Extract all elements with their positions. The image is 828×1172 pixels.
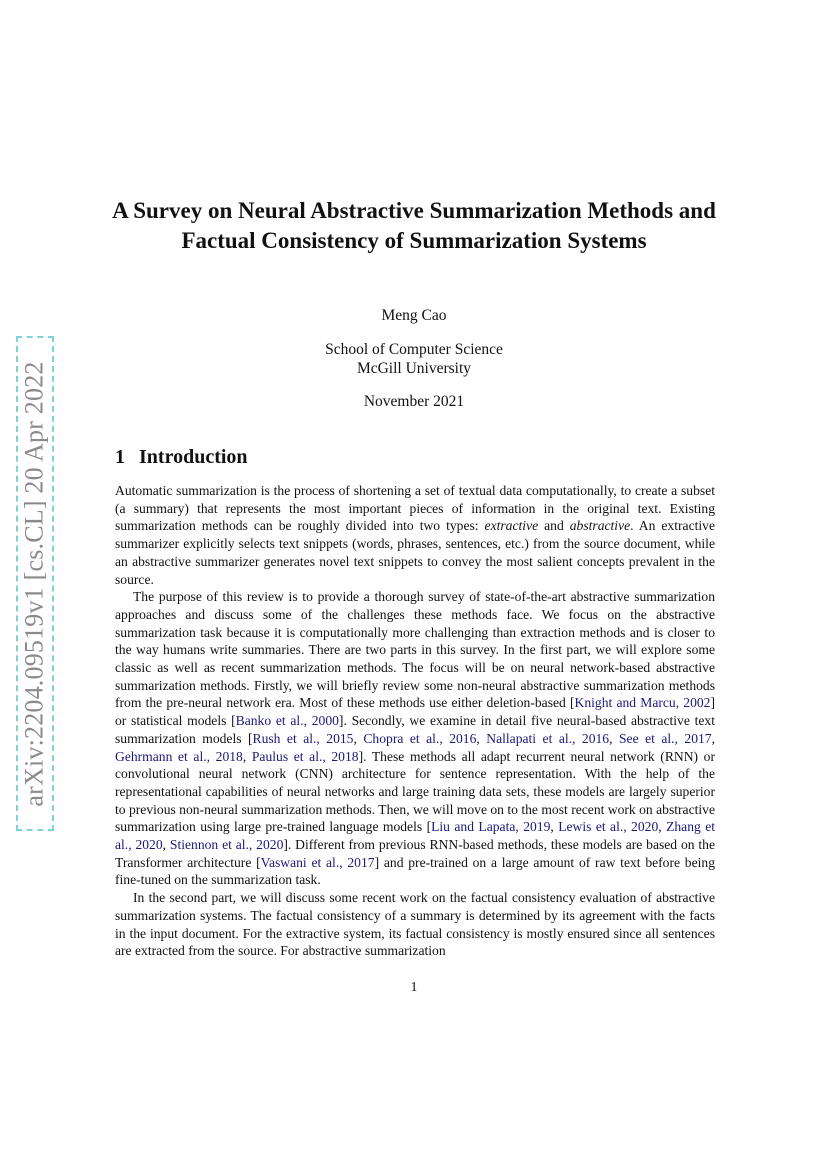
text-span: ]. These methods all adapt recurrent neural network (RNN) or convolutional neural network (CNN) architecture for sentence representation. With the help of the representational capabilities of neural networks and large training data sets, these models are largely superior to previous non-neural summarization methods. Then, we will move on to the most recent work on abstractive summarization using large pre-trained language models [ (115, 748, 715, 835)
paragraph-3: In the second part, we will discuss some recent work on the factual consistency evaluation of abstractive summarization systems. The factual consistency of a summary is determined by its agreement with the facts in the input document. For the extractive system, its factual consistency is mostly ensured since all sentences are extracted from the source. For abstractive summarization (115, 890, 715, 959)
paper-title: A Survey on Neural Abstractive Summarization Methods and Factual Consistency of Summarization Systems (112, 198, 716, 253)
text-span: ]. Different from previous RNN-based methods, these models are based on the Transformer architecture [ (115, 837, 715, 870)
paragraph-2: The purpose of this review is to provide a thorough survey of state-of-the-art abstractive summarization approaches and discuss some of the challenges these methods face. We focus on the abstractive summarization task because it is computationally more challenging than extraction methods and is closer to the way humans write summaries. There are two parts in this survey. In the first part, we will explore some classic as well as recent summarization methods. The focus will be on neural network-based abstractive summarization methods. Firstly, we will briefly review some non-neural abstractive summarization methods from the pre-neural network era. Most of these methods use either deletion-based [Knight and Marcu, 2002] or statistical models [Banko et al., 2000]. Secondly, we examine in detail five neural-based abstractive text summarization models [Rush et al., 2015, Chopra et al., 2016, Nallapati et al., 2016, See et al., 2017, Gehrmann et al., 2018, Paulus et al., 2018]. These methods all adapt recurrent neural network (RNN) or convolutional neural network (CNN) architecture for sentence representation. With the help of the representational capabilities of neural networks and large training data sets, these models are largely superior to previous non-neural summarization methods. Then, we will move on to the most recent work on abstractive summarization using large pre-trained language models [Liu and Lapata, 2019, Lewis et al., 2020, Zhang et al., 2020, Stiennon et al., 2020]. Different from previous RNN-based methods, these models are based on the Transformer architecture [Vaswani et al., 2017] and pre-trained on a large amount of raw text before being fine-tuned on the summarization task. (115, 589, 716, 888)
citation-link[interactable]: See et al., 2017 (618, 730, 712, 746)
citation-link[interactable]: Liu and Lapata, 2019 (431, 819, 551, 835)
section-number: 1 (115, 446, 125, 468)
citation-link[interactable]: Vaswani et al., 2017 (260, 854, 375, 870)
publication-date: November 2021 (363, 393, 465, 410)
paragraph-1 (115, 482, 715, 588)
citation-link[interactable]: Gehrmann et al., 2018 (115, 748, 243, 764)
citation-link[interactable]: Banko et al., 2000 (235, 713, 339, 729)
citation-link[interactable]: Zhang et al., 2020 (115, 819, 716, 853)
text-span: The purpose of this review is to provide a thorough survey of state-of-the-art abstractive summarization approaches and discuss some of the challenges these methods face. We focus on the abstractive summarization task because it is computationally more challenging than extraction methods and is closer to the way humans write summaries. There are two parts in this survey. In the first part, we will explore some classic as well as recent summarization methods. The focus will be on neural network-based abstractive summarization methods. Firstly, we will briefly review some non-neural abstractive summarization methods from the pre-neural network era. Most of these methods use either deletion-based [ (115, 589, 715, 711)
text-span: and (538, 518, 570, 534)
affiliation-university: McGill University (356, 360, 472, 377)
citation-link[interactable]: Chopra et al., 2016 (363, 730, 477, 746)
author-name: Meng Cao (381, 307, 447, 324)
arxiv-id-text: arXiv:2204.09519v1 [cs.CL] 20 Apr 2022 (20, 360, 50, 807)
citation-link[interactable]: Paulus et al., 2018 (251, 748, 359, 764)
page-number: 1 (410, 980, 418, 995)
term-extractive: extractive (484, 518, 539, 534)
arxiv-watermark (16, 336, 54, 831)
text-span: ] and pre-trained on a large amount of raw text before being fine-tuned on the summarization task. (115, 854, 715, 888)
citation-link[interactable]: Rush et al., 2015 (252, 730, 354, 746)
section-heading-introduction (115, 446, 248, 469)
citation-link[interactable]: Nallapati et al., 2016 (486, 730, 610, 746)
term-abstractive: abstractive (569, 518, 631, 534)
citation-link[interactable]: Stiennon et al., 2020 (169, 837, 284, 853)
affiliation-school: School of Computer Science (325, 341, 503, 358)
text-span: . An extractive summarizer explicitly selects text snippets (words, phrases, sentences, etc.) from the source document, while an abstractive summarizer generates novel text snippets to convey the most salient concepts prevalent in the source. (115, 518, 715, 587)
introduction-body (115, 482, 715, 960)
text-span: ] or statistical models [ (115, 695, 715, 729)
section-title: Introduction (139, 446, 248, 468)
citation-link[interactable]: Lewis et al., 2020 (558, 819, 659, 835)
text-span: Automatic summarization is the process of shortening a set of textual data computationally, to create a subset (a summary) that represents the most important pieces of information in the original text. Existing summarization methods can be roughly divided into two types: (115, 483, 715, 534)
text-span: ]. Secondly, we examine in detail five neural-based abstractive text summarization models [ (115, 713, 715, 746)
citation-link[interactable]: Knight and Marcu, 2002 (574, 695, 711, 711)
